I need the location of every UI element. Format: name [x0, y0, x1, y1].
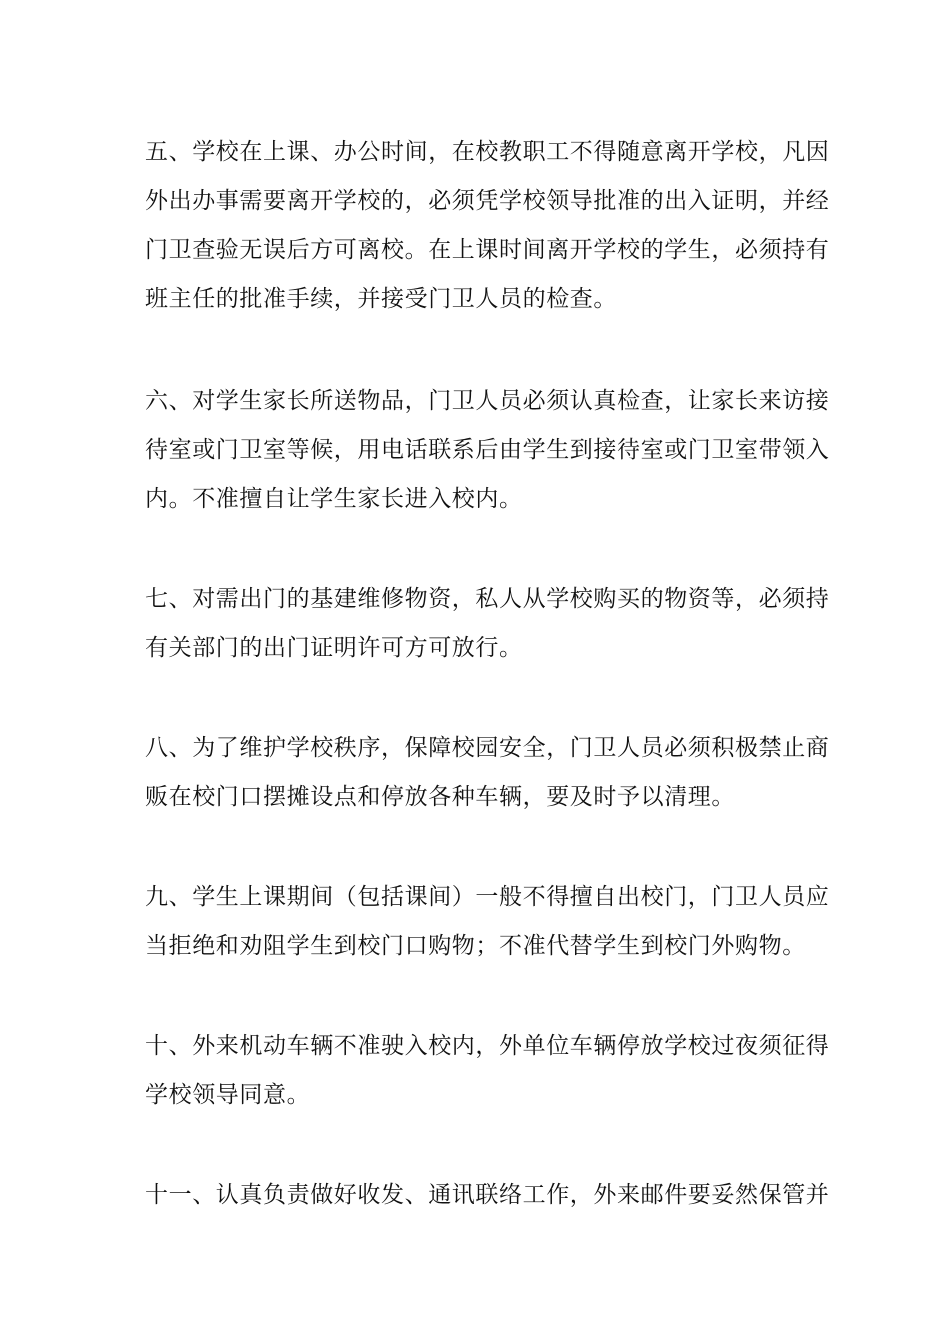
text-line: 五、学校在上课、办公时间，在校教职工不得随意离开学校，凡因	[145, 139, 830, 165]
text-line: 九、学生上课期间（包括课间）一般不得擅自出校门，门卫人员应	[145, 884, 830, 910]
paragraph-7	[145, 575, 830, 673]
paragraph-8	[145, 724, 830, 822]
text-line: 当拒绝和劝阻学生到校门口购物；不准代替学生到校门外购物。	[145, 933, 806, 959]
text-line: 十、外来机动车辆不准驶入校内，外单位车辆停放学校过夜须征得	[145, 1033, 830, 1059]
text-line: 内。不准擅自让学生家长进入校内。	[145, 486, 523, 512]
text-line: 外出办事需要离开学校的，必须凭学校领导批准的出入证明，并经	[145, 188, 830, 214]
text-line: 贩在校门口摆摊设点和停放各种车辆，要及时予以清理。	[145, 784, 735, 810]
paragraph-10	[145, 1022, 830, 1120]
paragraph-5	[145, 128, 830, 324]
paragraph-11	[145, 1171, 830, 1220]
text-line: 八、为了维护学校秩序，保障校园安全，门卫人员必须积极禁止商	[145, 735, 830, 761]
text-line: 七、对需出门的基建维修物资，私人从学校购买的物资等，必须持	[145, 586, 830, 612]
text-line: 班主任的批准手续，并接受门卫人员的检查。	[145, 286, 617, 312]
text-line: 待室或门卫室等候，用电话联系后由学生到接待室或门卫室带领入	[145, 437, 830, 463]
paragraph-6	[145, 377, 830, 524]
text-line: 十一、认真负责做好收发、通讯联络工作，外来邮件要妥然保管并	[145, 1182, 830, 1208]
text-line: 学校领导同意。	[145, 1082, 311, 1108]
paragraph-9	[145, 873, 830, 971]
text-line: 六、对学生家长所送物品，门卫人员必须认真检查，让家长来访接	[145, 388, 830, 414]
text-line: 门卫查验无误后方可离校。在上课时间离开学校的学生，必须持有	[145, 237, 830, 263]
text-line: 有关部门的出门证明许可方可放行。	[145, 635, 523, 661]
